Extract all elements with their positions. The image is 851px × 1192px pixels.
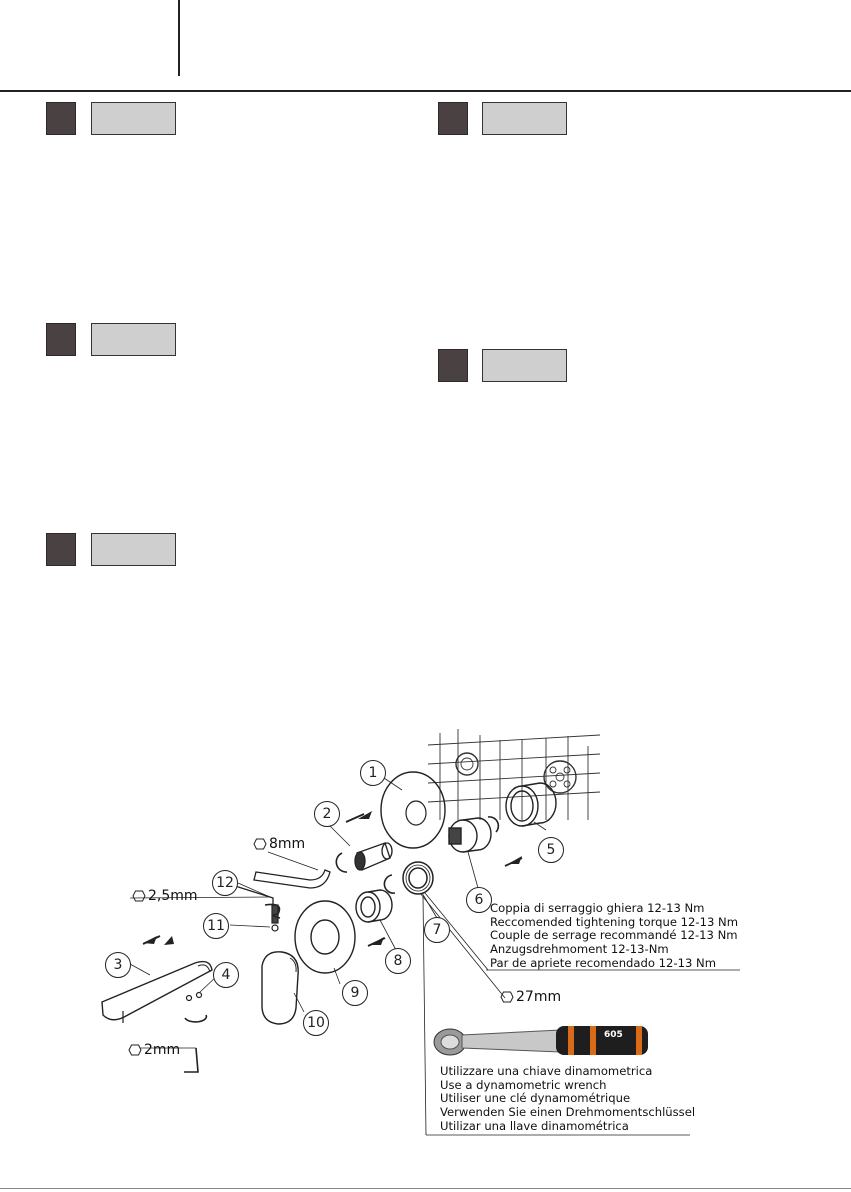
torque-note-line: Reccomended tightening torque 12-13 Nm: [490, 914, 739, 929]
hex-size-text: 2mm: [144, 1042, 181, 1058]
wrench-note-line: Use a dynamometric wrench: [440, 1077, 607, 1092]
footer-rule: [0, 1188, 851, 1189]
callout-5: 5: [538, 837, 564, 863]
callout-1: 1: [360, 760, 386, 786]
hex-size-text: 8mm: [269, 836, 306, 852]
hex-key-8mm: [254, 870, 330, 888]
torque-note-line: Couple de serrage recommandé 12-13 Nm: [490, 928, 738, 943]
hex-size-text: 27mm: [516, 989, 562, 1005]
callout-2: 2: [314, 801, 340, 827]
wrench-brand-mark: 605: [604, 1030, 623, 1040]
part-1-cover-plate: [381, 772, 445, 848]
torque-note: [490, 902, 738, 971]
hex-size-8mm-label: [253, 836, 305, 852]
wrench-note-line: Utilizzare una chiave dinamometrica: [440, 1064, 653, 1078]
hex-size-text: 2,5mm: [148, 888, 198, 904]
callout-6: 6: [466, 887, 492, 913]
callout-3: 3: [105, 952, 131, 978]
hex-size-2-5mm-label: [132, 888, 198, 904]
callout-9: 9: [342, 980, 368, 1006]
torque-note-line: Par de apriete recomendado 12-13 Nm: [490, 955, 716, 970]
part-2-extension: [355, 843, 392, 870]
hex-icon: [132, 890, 146, 902]
callout-10: 10: [303, 1010, 329, 1036]
callout-4: 4: [213, 962, 239, 988]
wrench-note-line: Verwenden Sie einen Drehmomentschlüssel: [440, 1105, 696, 1120]
part-10-lever-body: [262, 952, 298, 1024]
hex-icon: [253, 838, 267, 850]
part-7-ring-nut: [403, 862, 433, 894]
part-8-bush: [356, 890, 392, 922]
callout-7: 7: [424, 917, 450, 943]
hex-size-2mm-label: [128, 1042, 180, 1058]
hex-icon: [500, 991, 514, 1003]
hex-key-2mm: [184, 1048, 198, 1072]
hex-icon: [128, 1044, 142, 1056]
wrench-note-line: Utiliser une clé dynamométrique: [440, 1091, 631, 1106]
part-6-cartridge: [449, 818, 491, 852]
wall-tile-grid: [428, 729, 600, 820]
part-9-rosette: [295, 901, 355, 973]
hex-size-27mm-label: [500, 989, 561, 1005]
wrench-note-line: Utilizar una llave dinamométrica: [440, 1118, 629, 1133]
part-5-sleeve: [506, 783, 556, 826]
torque-note-line: Coppia di serraggio ghiera 12-13 Nm: [490, 901, 705, 915]
torque-note-line: Anzugsdrehmoment 12-13-Nm: [490, 942, 669, 957]
wrench-note: [440, 1065, 695, 1134]
callout-12: 12: [212, 870, 238, 896]
callout-8: 8: [385, 948, 411, 974]
callout-11: 11: [203, 913, 229, 939]
